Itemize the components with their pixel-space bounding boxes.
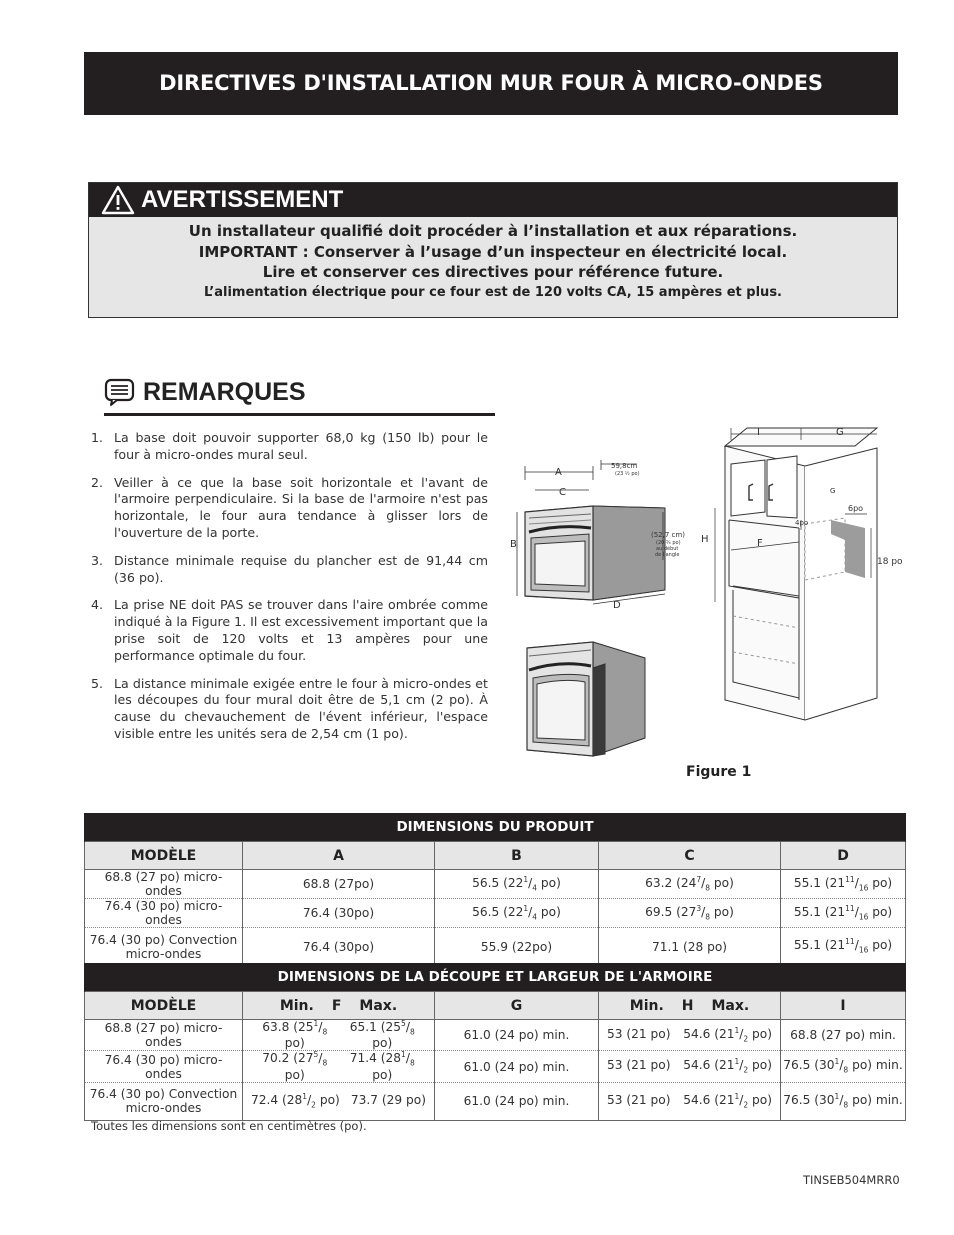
- warning-line: Un installateur qualifié doit procéder à l’installation et aux réparations.: [188, 222, 798, 240]
- g-cell: 61.0 (24 po) min.: [435, 1020, 599, 1051]
- item-number: 5.: [91, 675, 104, 691]
- remarks-divider: [104, 413, 495, 416]
- warning-body: [89, 221, 897, 303]
- table-row: [85, 899, 906, 928]
- product-dimensions-table: [84, 813, 906, 966]
- document-code: TINSEB504MRR0: [803, 1173, 900, 1187]
- item-number: 1.: [91, 430, 104, 445]
- table-row: [85, 928, 906, 966]
- d-cell: 55.1 ($21^{11}/_{16}$ po): [781, 870, 906, 899]
- table-row: [85, 1020, 906, 1051]
- b-cell: 56.5 ($22^1/_4$ po): [435, 870, 599, 899]
- remarks-heading: REMARQUES: [143, 378, 306, 406]
- label-a: A: [555, 467, 562, 478]
- i-cell: 68.8 (27 po) min.: [781, 1020, 906, 1051]
- label-b: B: [510, 539, 517, 550]
- warning-header: [89, 183, 897, 217]
- warning-box: [88, 182, 898, 318]
- label-d: D: [613, 600, 621, 611]
- model-cell: 76.4 (30 po) micro-ondes: [85, 899, 243, 928]
- cabinet-diagram: [715, 428, 877, 720]
- f-cell: 63.8 ($25^1/_8$ po) 65.1 ($25^5/_8$ po): [243, 1020, 435, 1051]
- item-text: Distance minimale requise du plancher est de 91,44 cm (36 po).: [114, 552, 488, 585]
- item-number: 4.: [91, 597, 104, 613]
- a-cell: 76.4 (30po): [243, 928, 435, 966]
- c-cell: 63.2 ($24^7/_8$ po): [599, 870, 781, 899]
- label-depth-side: (52,7 cm): [651, 531, 685, 539]
- label-g: G: [836, 427, 844, 438]
- figure-caption: Figure 1: [686, 764, 752, 780]
- col-header: D: [781, 842, 906, 870]
- warning-line: Lire et conserver ces directives pour référence future.: [262, 263, 724, 281]
- cutout-dimensions-table: [84, 963, 906, 1121]
- table-row: [85, 1082, 906, 1120]
- col-header: A: [243, 842, 435, 870]
- list-item: [88, 553, 488, 587]
- label-h: H: [701, 534, 709, 545]
- warning-triangle-icon: [101, 185, 135, 215]
- label-4po: 4po: [795, 519, 809, 527]
- list-item: [88, 676, 488, 743]
- col-header: I: [781, 992, 906, 1020]
- warning-heading: AVERTISSEMENT: [141, 186, 344, 213]
- col-header: G: [435, 992, 599, 1020]
- label-depth-side-sub: (20 ¾ po): [656, 540, 681, 546]
- model-cell: 76.4 (30 po) Convection micro-ondes: [85, 1082, 243, 1120]
- table-band-title: DIMENSIONS DE LA DÉCOUPE ET LARGEUR DE L'ARMOIRE: [85, 963, 906, 992]
- h-cell: 53 (21 po) 54.6 ($21^1/_2$ po): [599, 1051, 781, 1082]
- item-text: La distance minimale exigée entre le four à micro-ondes et les découpes du four mural doit être de 5,1 cm (2 po). À cause du chevauchement de l'évent inférieur, l'espace visible entre les unités sera de 2,54 cm (1 po).: [114, 675, 488, 741]
- model-cell: 68.8 (27 po) micro-ondes: [85, 870, 243, 899]
- i-cell: 76.5 ($30^1/_8$ po) min.: [781, 1082, 906, 1120]
- col-header: MODÈLE: [85, 992, 243, 1020]
- page-title: DIRECTIVES D'INSTALLATION MUR FOUR À MICRO-ONDES: [84, 52, 898, 115]
- oven-front-view: [525, 506, 665, 600]
- h-cell: 53 (21 po) 54.6 ($21^1/_2$ po): [599, 1020, 781, 1051]
- model-cell: 76.4 (30 po) Convection micro-ondes: [85, 928, 243, 966]
- item-text: Veiller à ce que la base soit horizontale et l'avant de l'armoire perpendiculaire. Si la base de l'armoire n'est pas horizontale, le four aura tendance à glisser lors de l'ouverture de la porte.: [114, 474, 488, 540]
- item-text: La base doit pouvoir supporter 68,0 kg (150 lb) pour le four à micro-ondes mural seul.: [114, 430, 488, 462]
- installation-figure: [505, 420, 915, 760]
- c-cell: 71.1 (28 po): [599, 928, 781, 966]
- list-item: [88, 475, 488, 542]
- table-row: [85, 870, 906, 899]
- label-c: C: [559, 487, 566, 498]
- col-header: C: [599, 842, 781, 870]
- label-depth-side-sub: de l'angle: [655, 552, 680, 558]
- footnote: Toutes les dimensions sont en centimètres (po).: [91, 1119, 367, 1133]
- col-header-f: Min. F Max.: [243, 992, 435, 1020]
- b-cell: 55.9 (22po): [435, 928, 599, 966]
- f-cell: 70.2 ($27^5/_8$ po) 71.4 ($28^1/_8$ po): [243, 1051, 435, 1082]
- g-cell: 61.0 (24 po) min.: [435, 1051, 599, 1082]
- label-g-small: G: [830, 487, 836, 495]
- label-depth-top: 59,8cm: [611, 462, 638, 470]
- a-cell: 68.8 (27po): [243, 870, 435, 899]
- warning-line: IMPORTANT : Conserver à l’usage d’un inspecteur en électricité local.: [198, 242, 788, 261]
- table-band-title: DIMENSIONS DU PRODUIT: [85, 813, 906, 842]
- d-cell: 55.1 ($21^{11}/_{16}$ po): [781, 899, 906, 928]
- label-i: I: [757, 427, 760, 438]
- warning-power-line: L’alimentation électrique pour ce four est de 120 volts CA, 15 ampères et plus.: [204, 284, 782, 300]
- oven-side-view: [527, 642, 645, 756]
- table-row: [85, 1051, 906, 1082]
- item-text: La prise NE doit PAS se trouver dans l'aire ombrée comme indiqué à la Figure 1. Il est excessivement important que la prise soit de 120 volts et 13 ampères pour une performance optimale du four.: [114, 597, 488, 663]
- h-cell: 53 (21 po) 54.6 ($21^1/_2$ po): [599, 1082, 781, 1120]
- list-item: [88, 430, 488, 464]
- item-number: 2.: [91, 474, 104, 490]
- g-cell: 61.0 (24 po) min.: [435, 1082, 599, 1120]
- model-cell: 76.4 (30 po) micro-ondes: [85, 1051, 243, 1082]
- f-cell: 72.4 ($28^1/_2$ po) 73.7 (29 po): [243, 1082, 435, 1120]
- label-depth-top-sub: (23 ½ po): [615, 471, 640, 477]
- remarks-list: [88, 430, 488, 754]
- col-header-h: Min. H Max.: [599, 992, 781, 1020]
- col-header: B: [435, 842, 599, 870]
- col-header: MODÈLE: [85, 842, 243, 870]
- list-item: [88, 597, 488, 664]
- item-number: 3.: [91, 552, 104, 568]
- i-cell: 76.5 ($30^1/_8$ po) min.: [781, 1051, 906, 1082]
- a-cell: 76.4 (30po): [243, 899, 435, 928]
- d-cell: 55.1 ($21^{11}/_{16}$ po): [781, 928, 906, 966]
- label-6po: 6po: [848, 504, 864, 513]
- label-depth-side-sub: au début: [656, 546, 679, 552]
- b-cell: 56.5 ($22^1/_4$ po): [435, 899, 599, 928]
- label-f: F: [757, 538, 763, 549]
- c-cell: 69.5 ($27^3/_8$ po): [599, 899, 781, 928]
- note-icon: [104, 377, 136, 407]
- model-cell: 68.8 (27 po) micro-ondes: [85, 1020, 243, 1051]
- label-18po: 18 po: [877, 557, 903, 567]
